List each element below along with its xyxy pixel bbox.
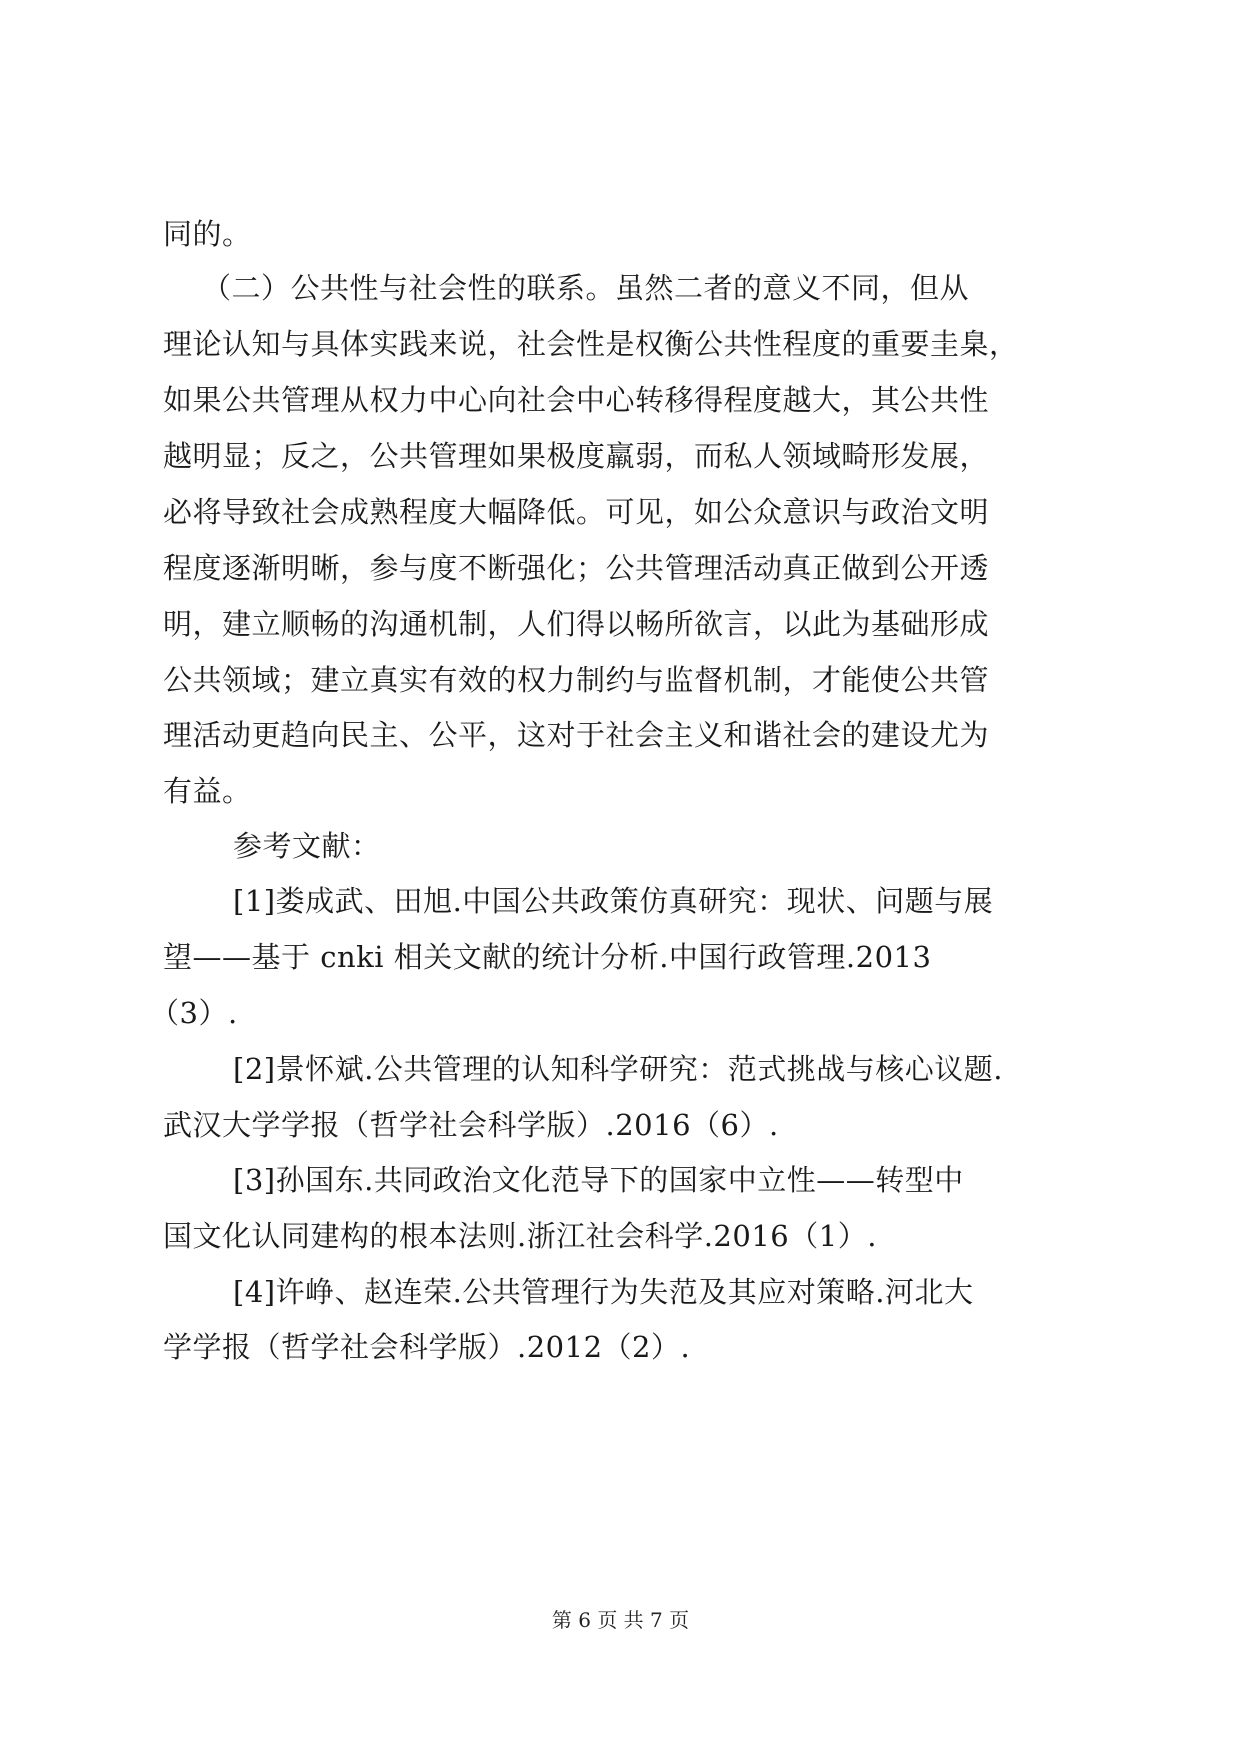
body-line: 如果公共管理从权力中心向社会中心转移得程度越大，其公共性 [163, 383, 990, 417]
reference-4-line-2: 学学报（哲学社会科学版）.2012（2）. [163, 1330, 691, 1364]
reference-3-line-1: [3]孙国东.共同政治文化范导下的国家中立性——转型中 [233, 1163, 964, 1197]
body-line: 公共领域；建立真实有效的权力制约与监督机制，才能使公共管 [163, 663, 990, 697]
body-line: 必将导致社会成熟程度大幅降低。可见，如公众意识与政治文明 [163, 495, 990, 529]
reference-3-line-2: 国文化认同建构的根本法则.浙江社会科学.2016（1）. [163, 1219, 877, 1253]
body-line: 理活动更趋向民主、公平，这对于社会主义和谐社会的建设尤为 [163, 718, 990, 752]
references-heading: 参考文献： [233, 829, 381, 863]
section-heading-line: （二）公共性与社会性的联系。虽然二者的意义不同，但从 [202, 271, 970, 305]
body-line: 理论认知与具体实践来说，社会性是权衡公共性程度的重要圭臬， [163, 327, 1019, 361]
reference-2-line-1: [2]景怀斌.公共管理的认知科学研究：范式挑战与核心议题. [233, 1052, 1004, 1086]
body-line: 程度逐渐明晰，参与度不断强化；公共管理活动真正做到公开透 [163, 551, 990, 585]
body-line: 有益。 [163, 774, 252, 808]
body-line: 越明显；反之，公共管理如果极度羸弱，而私人领域畸形发展， [163, 439, 990, 473]
page-number-footer: 第 6 页 共 7 页 [551, 1608, 690, 1632]
body-line: 同的。 [163, 217, 252, 251]
reference-2-line-2: 武汉大学学报（哲学社会科学版）.2016（6）. [163, 1108, 779, 1142]
reference-1-line-1: [1]娄成武、田旭.中国公共政策仿真研究：现状、问题与展 [233, 884, 994, 918]
reference-4-line-1: [4]许峥、赵连荣.公共管理行为失范及其应对策略.河北大 [233, 1275, 974, 1309]
reference-1-line-3: （3）. [150, 996, 238, 1030]
body-line: 明，建立顺畅的沟通机制，人们得以畅所欲言，以此为基础形成 [163, 607, 990, 641]
reference-1-line-2: 望——基于 cnki 相关文献的统计分析.中国行政管理.2013 [163, 940, 932, 974]
